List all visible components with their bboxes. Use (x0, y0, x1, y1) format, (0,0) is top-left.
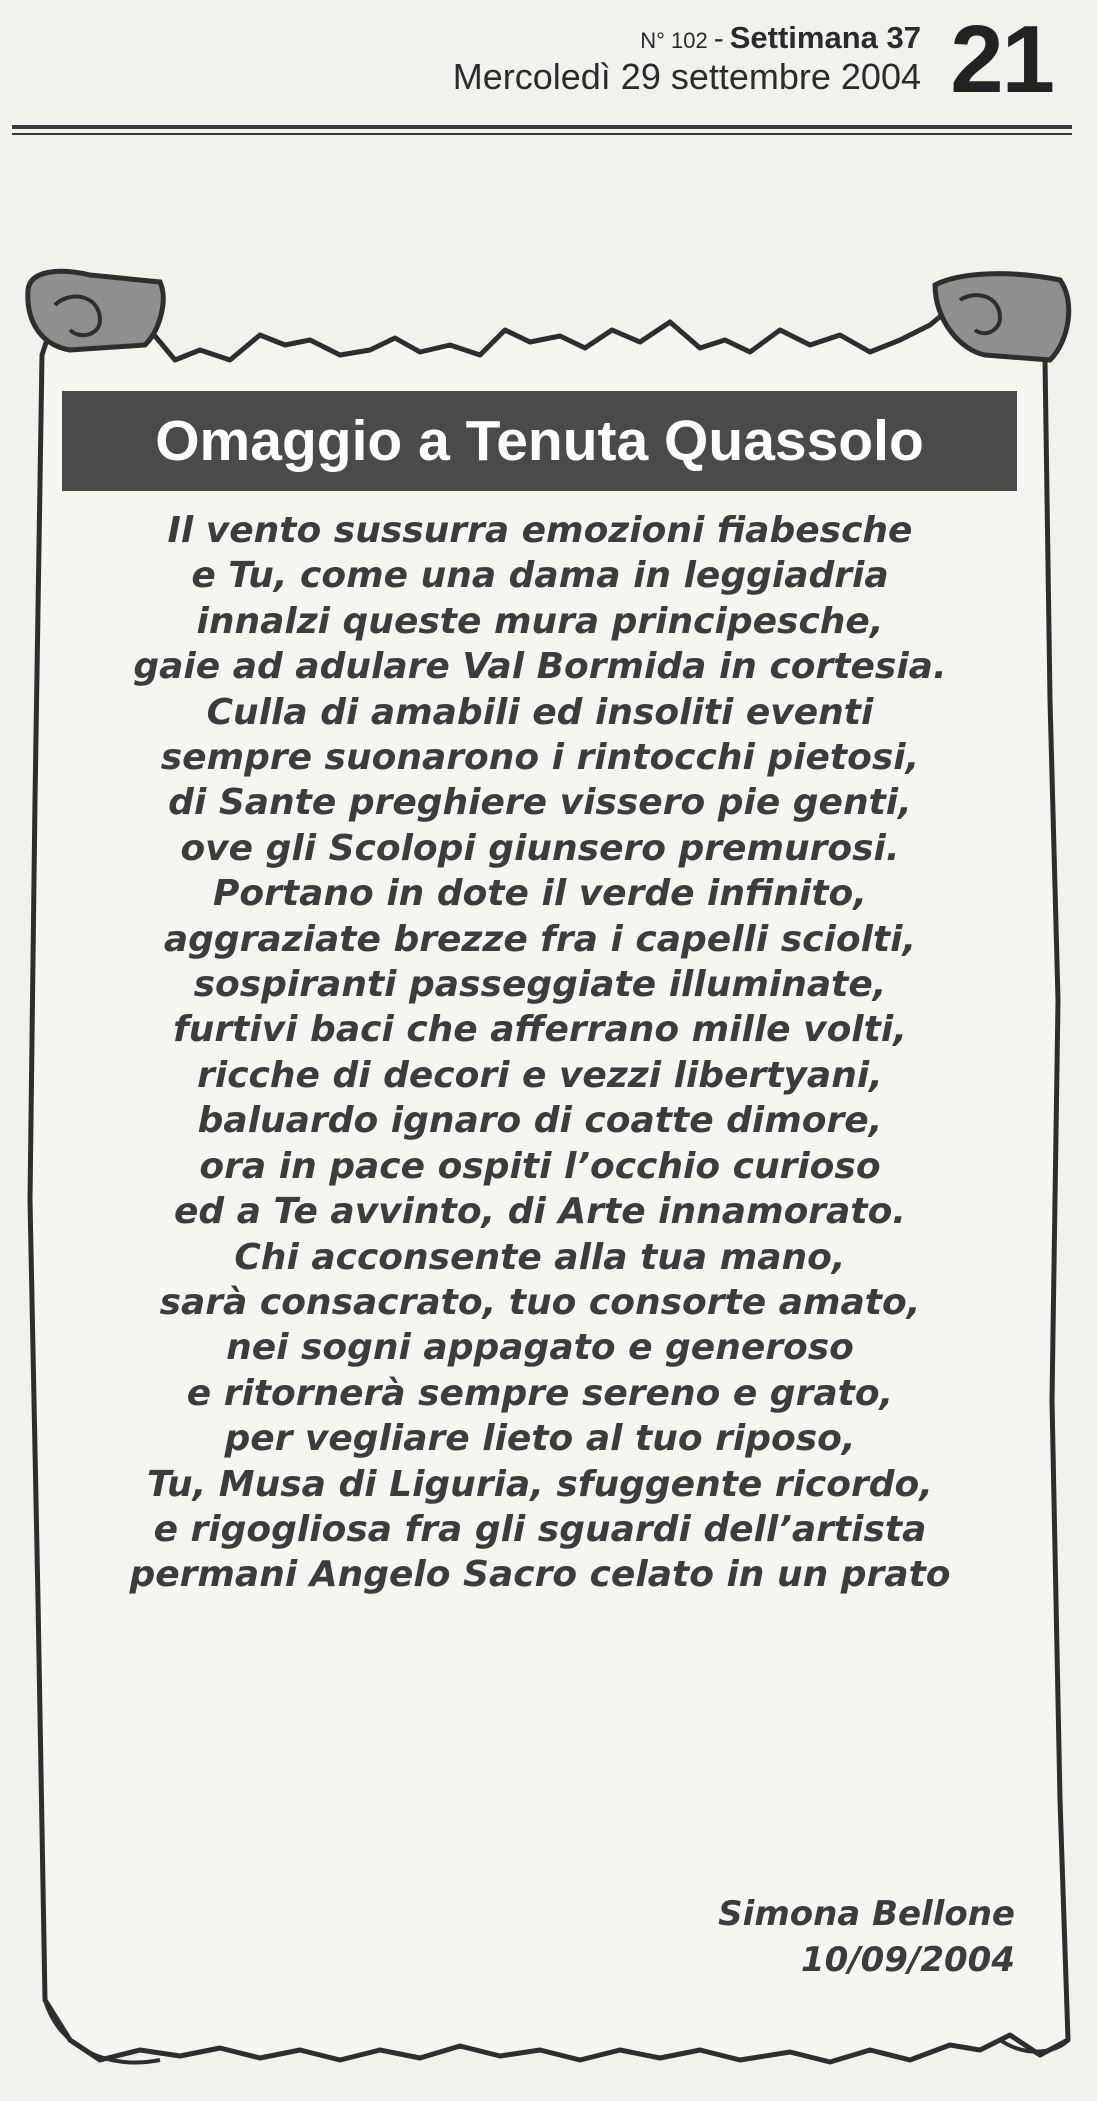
poem-line: ricche di decori e vezzi libertyani, (197, 1054, 883, 1096)
publication-date: Mercoledì 29 settembre 2004 (452, 56, 921, 97)
poem-line: sempre suonarono i rintocchi pietosi, (160, 737, 920, 779)
poem-line: sarà consacrato, tuo consorte amato, (159, 1281, 921, 1323)
issue-number: N° 102 (640, 28, 708, 53)
poem-line: Culla di amabili ed insoliti eventi (206, 691, 874, 733)
poem-line: aggraziate brezze fra i capelli sciolti, (163, 918, 917, 960)
issue-separator: - (713, 22, 724, 55)
poem-line: Tu, Musa di Liguria, sfuggente ricordo, (147, 1463, 933, 1505)
poem-line: Il vento sussurra emozioni fiabesche (167, 510, 913, 551)
signed-date: 10/09/2004 (800, 1940, 1015, 1980)
poem-line: di Sante preghiere vissero pie genti, (168, 782, 912, 824)
article-title: Omaggio a Tenuta Quassolo (155, 409, 924, 473)
poem-line: ora in pace ospiti l’occhio curioso (199, 1145, 881, 1187)
author-name: Simona Bellone (718, 1894, 1015, 1934)
poem-line: per vegliare lieto al tuo riposo, (224, 1418, 856, 1460)
poem-line: Chi acconsente alla tua mano, (234, 1236, 846, 1278)
poem-line: e rigogliosa fra gli sguardi dell’artista (153, 1508, 927, 1550)
poem-line: gaie ad adulare Val Bormida in cortesia. (133, 646, 947, 688)
article-title-bar (62, 391, 1017, 491)
poem-line: e Tu, come una dama in leggiadria (191, 555, 889, 597)
poem-line: Portano in dote il verde infinito, (213, 873, 867, 915)
poem-line: furtivi baci che afferrano mille volti, (173, 1009, 907, 1051)
poem-line: sospiranti passeggiate illuminate, (193, 964, 887, 1006)
poem-line: permani Angelo Sacro celato in un prato (129, 1554, 951, 1596)
week-label: Settimana 37 (729, 20, 921, 55)
poem-line: innalzi queste mura principesche, (196, 600, 884, 642)
page-number: 21 (950, 6, 1053, 113)
poem-body (90, 508, 990, 1598)
poem-line: nei sogni appagato e generoso (226, 1327, 854, 1369)
poem-line: e ritornerà sempre sereno e grato, (186, 1372, 894, 1414)
poem-line: ove gli Scolopi giunsero premurosi. (180, 827, 900, 869)
poem-line: ed a Te avvinto, di Arte innamorato. (174, 1191, 906, 1233)
poem-line: baluardo ignaro di coatte dimore, (197, 1100, 883, 1142)
signature-block (718, 1891, 1015, 1983)
